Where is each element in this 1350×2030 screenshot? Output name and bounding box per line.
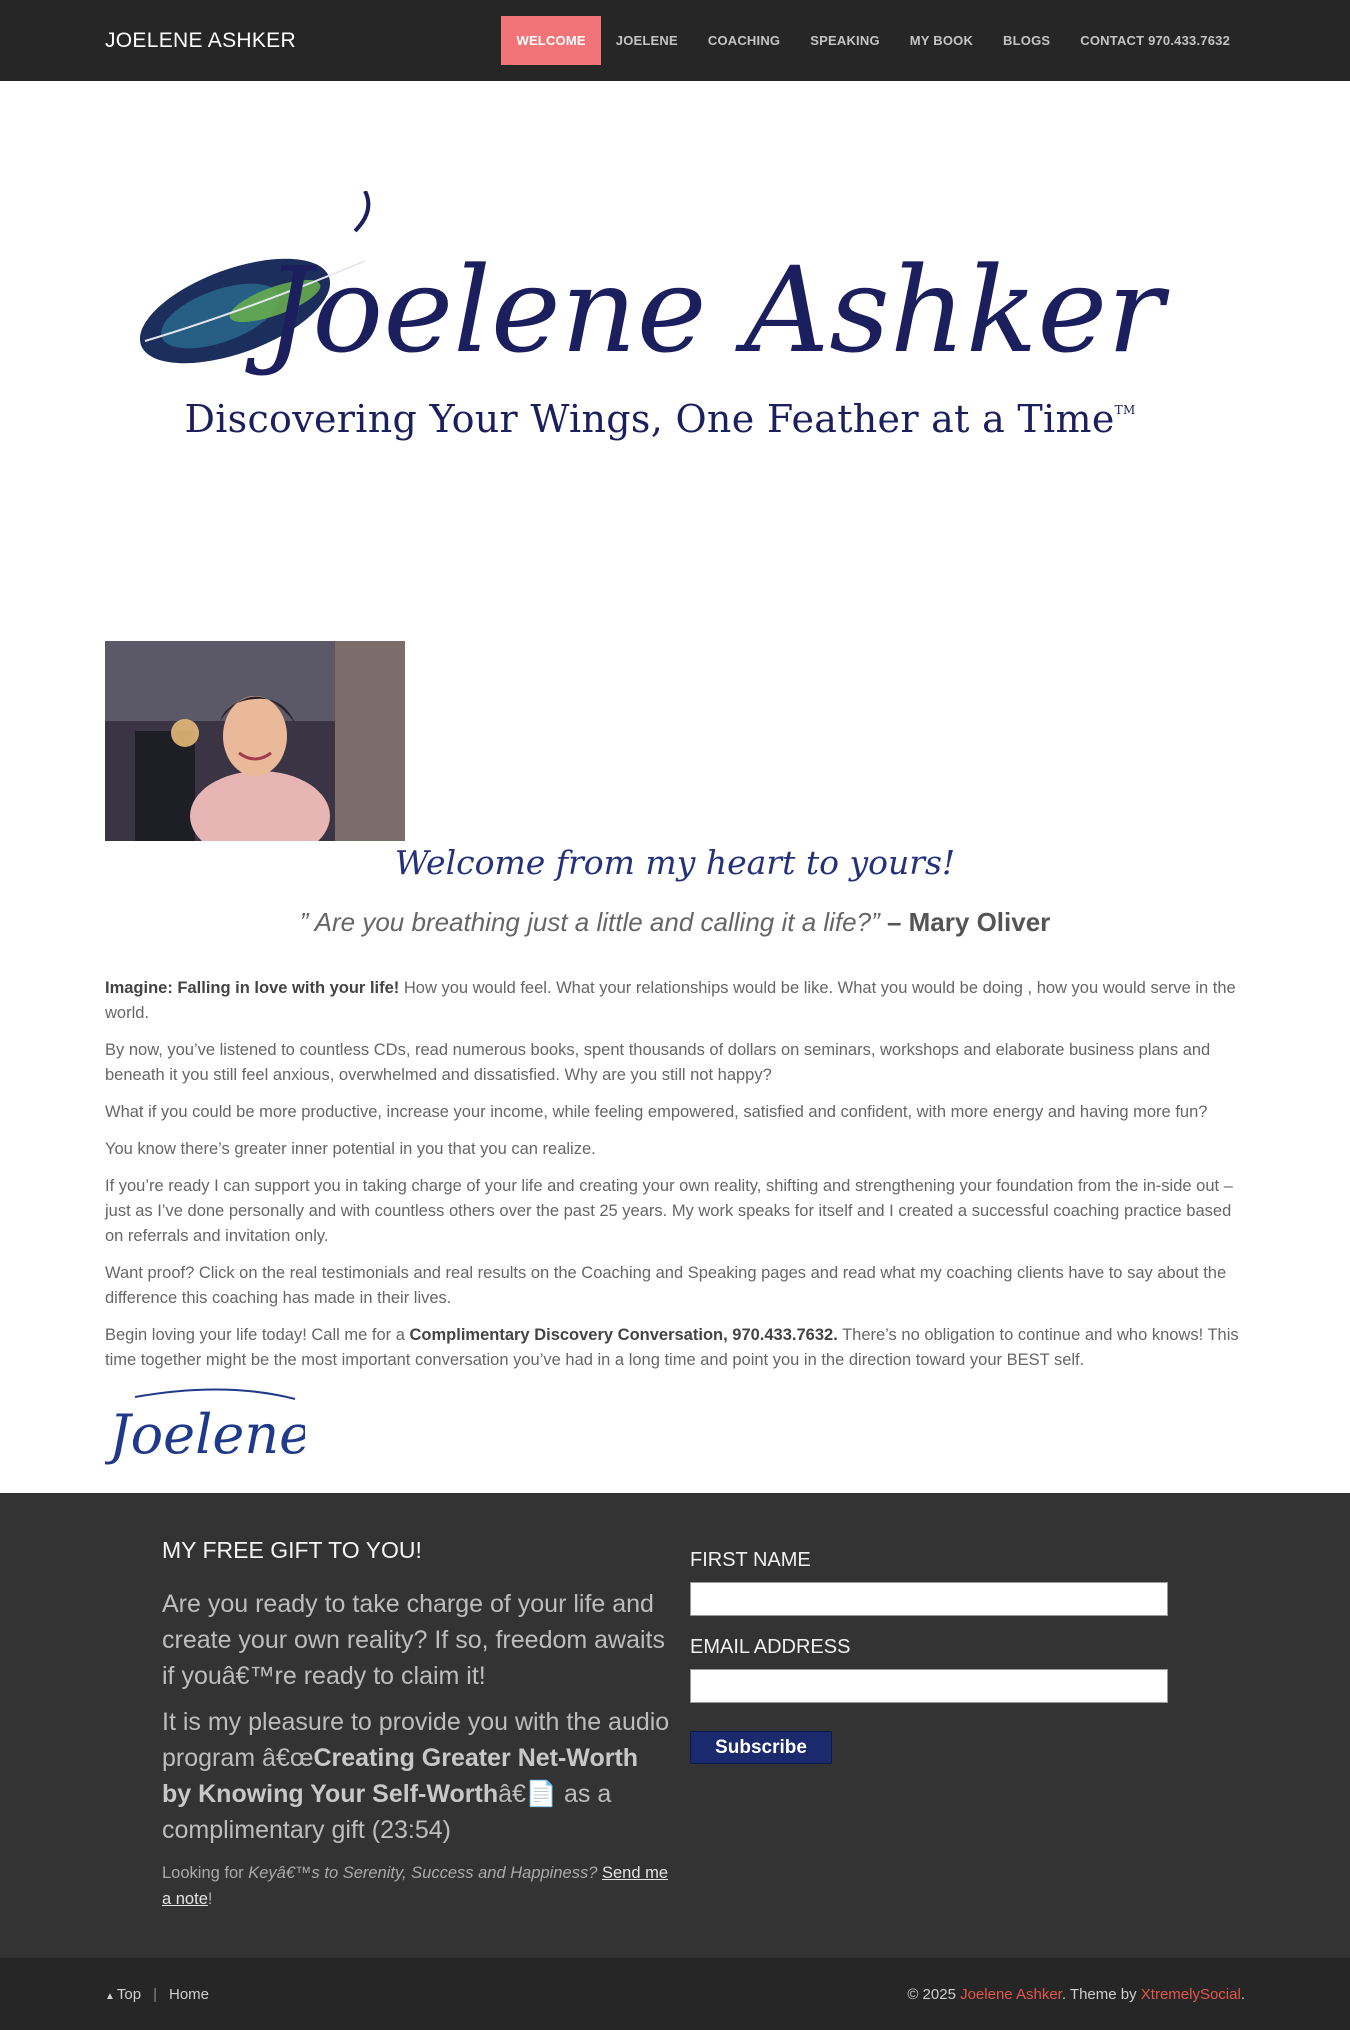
hero-banner <box>0 81 1350 556</box>
theme-by-text: . Theme by <box>1061 1985 1141 2003</box>
top-label: Top <box>116 1985 142 2003</box>
trademark-mark: TM <box>1114 403 1136 417</box>
chevron-up-icon: ▲ <box>105 1990 115 2002</box>
paragraph-imagine-bold: Imagine: Falling in love with your life! <box>105 979 400 997</box>
site-footer <box>0 1958 1350 2030</box>
back-to-top-link[interactable] <box>105 1986 141 2003</box>
paragraph-want-proof: Want proof? Click on the real testimonials and real results on the Coaching and Speaking pages and read what my coaching clients have to say about the difference this coaching has made in their lives. <box>105 1264 1227 1307</box>
portrait-image <box>105 641 405 841</box>
paragraph-begin-bold: Complimentary Discovery Conversation, 970.433.7632. <box>409 1326 838 1344</box>
footer-links <box>105 1986 209 2003</box>
gift-p2-start: It is my pleasure to provide you with the audio program â€œ <box>162 1708 670 1772</box>
footer-home-link[interactable]: Home <box>169 1985 210 2003</box>
footer-separator: | <box>153 1985 157 2003</box>
nav-contact[interactable]: CONTACT 970.433.7632 <box>1080 33 1230 48</box>
paragraph-begin-end: There’s no obligation to continue and who knows! This time together might be the most important conversation you’ve had in a long time and point you in the direction toward your BEST self. <box>105 1326 1239 1369</box>
gift-note-start: Looking for <box>162 1864 249 1882</box>
nav-my-book[interactable]: MY BOOK <box>909 33 974 48</box>
gift-program-title: Creating Greater Net-Worth by Knowing Your Self-Worth <box>162 1744 639 1808</box>
footer-site-link[interactable]: Joelene Ashker <box>960 1985 1062 2003</box>
gift-description <box>162 1537 674 1958</box>
email-label: EMAIL ADDRESS <box>690 1636 851 1658</box>
theme-author-link[interactable]: XtremelySocial <box>1140 1985 1241 2003</box>
paragraph-imagine <box>105 976 1245 1026</box>
paragraph-what-if: What if you could be more productive, increase your income, while feeling empowered, satisfied and confident, with more energy and having more fun? <box>105 1103 1208 1121</box>
paragraph-imagine-text: How you would feel. What your relationships would be like. What you would be doing , how you would serve in the world. <box>105 979 1236 1022</box>
logo-text: Joelene Ashker <box>265 241 1164 379</box>
subscribe-form <box>690 1537 1168 1958</box>
gift-paragraph-1: Are you ready to take charge of your life and create your own reality? If so, freedom awaits if youâ€™re ready to claim it! <box>162 1590 666 1690</box>
signature-text: Joelene <box>109 1403 305 1466</box>
free-gift-section <box>0 1493 1350 1958</box>
nav-joelene[interactable]: JOELENE <box>615 33 678 48</box>
gift-note-end: ! <box>207 1890 213 1908</box>
quote-author: – Mary Oliver <box>886 907 1051 937</box>
gift-paragraph-2 <box>162 1704 674 1848</box>
footer-credits <box>907 1986 1245 2003</box>
nav-coaching[interactable]: COACHING <box>707 33 781 48</box>
main-nav <box>501 16 1245 65</box>
first-name-field[interactable] <box>690 1582 1168 1616</box>
site-header <box>0 0 1350 81</box>
welcome-body <box>105 976 1245 1373</box>
quote-text: ” Are you breathing just a little and calling it a life?” <box>299 907 880 937</box>
first-name-label: FIRST NAME <box>690 1549 811 1571</box>
theme-end: . <box>1240 1985 1245 2003</box>
paragraph-begin <box>105 1323 1245 1373</box>
signature <box>105 1385 1245 1493</box>
nav-blogs[interactable]: BLOGS <box>1003 33 1051 48</box>
gift-title: MY FREE GIFT TO YOU! <box>162 1537 422 1563</box>
subscribe-button[interactable]: Subscribe <box>690 1731 832 1764</box>
document-icon: 📄 <box>525 1780 558 1808</box>
welcome-script-heading: Welcome from my heart to yours! <box>394 843 956 882</box>
mary-oliver-quote <box>105 907 1245 938</box>
nav-speaking[interactable]: SPEAKING <box>810 33 880 48</box>
paragraph-by-now: By now, you’ve listened to countless CDs, read numerous books, spent thousands of dollars on seminars, workshops and elaborate business plans and beneath it you still feel anxious, overwhelmed and dissatisfied. Why are you still not happy? <box>105 1041 1211 1084</box>
main-content <box>0 641 1350 1493</box>
send-note-link[interactable]: Send me a note <box>162 1864 669 1908</box>
signature-image <box>105 1385 305 1475</box>
email-field[interactable] <box>690 1669 1168 1703</box>
paragraph-begin-start: Begin loving your life today! Call me for a <box>105 1326 410 1344</box>
site-brand[interactable]: JOELENE ASHKER <box>105 28 296 52</box>
copyright-text: © 2025 <box>907 1985 961 2003</box>
nav-welcome[interactable]: WELCOME <box>501 16 600 65</box>
gift-note <box>162 1860 674 1912</box>
joelene-photo <box>105 641 405 841</box>
paragraph-if-ready: If you’re ready I can support you in taking charge of your life and creating your own reality, shifting and strengthening your foundation from the in-side out – just as I’ve done personally and with countless others over the past 25 years. My work speaks for itself and I created a successful coaching practice based on referrals and invitation only. <box>105 1177 1233 1245</box>
tagline-text: Discovering Your Wings, One Feather at a Time <box>184 397 1115 441</box>
gift-p2-mid: â€ <box>498 1780 526 1808</box>
gift-p2-end: as a complimentary gift (23:54) <box>162 1780 612 1844</box>
paragraph-you-know: You know there’s greater inner potential in you that you can realize. <box>105 1140 596 1158</box>
gift-note-italic: Keyâ€™s to Serenity, Success and Happiness? <box>248 1864 598 1882</box>
hero-tagline <box>0 397 1320 441</box>
